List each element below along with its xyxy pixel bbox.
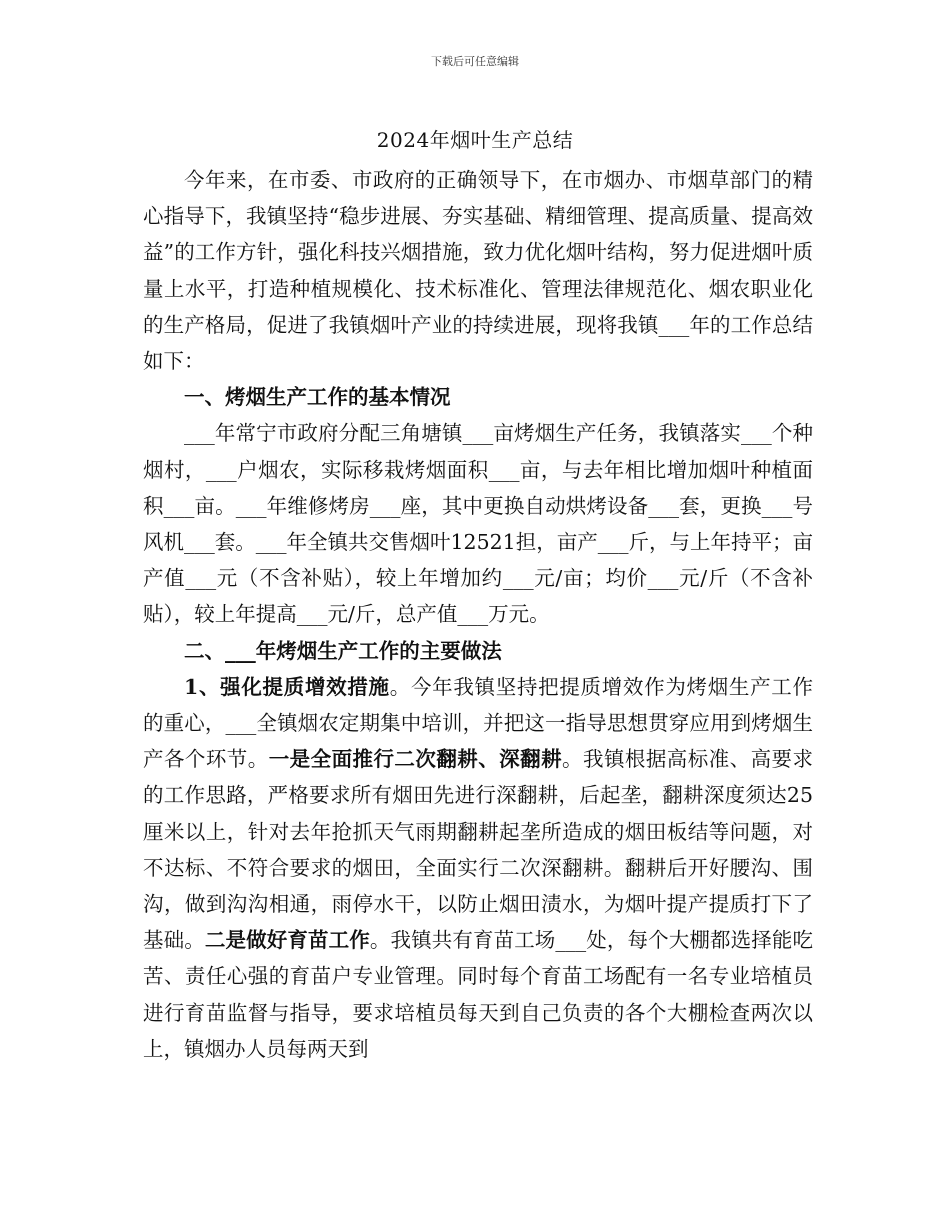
intro-paragraph: 今年来，在市委、市政府的正确领导下，在市烟办、市烟草部门的精心指导下，我镇坚持“稳步进展、夯实基础、精细管理、提高质量、提高效益”的工作方针，强化科技兴烟措施，致力优化烟叶结构，努力促进烟叶质量上水平，打造种植规模化、技术标准化、管理法律规范化、烟农职业化的生产格局，促进了我镇烟叶产业的持续进展，现将我镇___年的工作总结如下： bbox=[143, 168, 813, 374]
item-1-label: 1、强化提质增效措施 bbox=[184, 674, 390, 699]
point-1-text: 。我镇根据高标准、高要求的工作思路，严格要求所有烟田先进行深翻耕，后起垄，翻耕深度须达25厘米以上，针对去年抢抓天气雨期翻耕起垄所造成的烟田板结等问题，对不达标、不符合要求的烟田，全面实行二次深翻耕。翻耕后开好腰沟、围沟，做到沟沟相通，雨停水干，以防止烟田渍水，为烟叶提产提质打下了基础。 bbox=[143, 747, 814, 953]
document-body bbox=[143, 162, 813, 1067]
point-2-label: 二是做好育苗工作 bbox=[204, 928, 370, 953]
section-2-heading: 二、___年烤烟生产工作的主要做法 bbox=[184, 638, 502, 663]
item-1-text: 。今年我镇坚持把提质增效作为烤烟生产工作的重心，___全镇烟农定期集中培训，并把这一指导思想贯穿应用到烤烟生产各个环节。 bbox=[143, 674, 814, 772]
section-2-paragraph bbox=[143, 669, 813, 1067]
section-1-heading: 一、烤烟生产工作的基本情况 bbox=[184, 385, 451, 410]
document-title: 2024年烟叶生产总结 bbox=[376, 128, 574, 152]
point-2-text: 。我镇共有育苗工场___处，每个大棚都选择能吃苦、责任心强的育苗户专业管理。同时每个育苗工场配有一名专业培植员进行育苗监督与指导，要求培植员每天到自己负责的各个大棚检查两次以上，镇烟办人员每两天到 bbox=[143, 928, 814, 1061]
section-1-paragraph: ___年常宁市政府分配三角塘镇___亩烤烟生产任务，我镇落实___个种烟村，___户烟农，实际移栽烤烟面积___亩，与去年相比增加烟叶种植面积___亩。___年维修烤房___座，其中更换自动烘烤设备___套，更换___号风机___套。___年全镇共交售烟叶12521担，亩产___斤，与上年持平；亩产值___元（不含补贴），较上年增加约___元/亩；均价___元/斤（不含补贴），较上年提高___元/斤，总产值___万元。 bbox=[143, 421, 813, 627]
page-header-note: 下载后可任意编辑 bbox=[431, 55, 519, 68]
point-1-label: 一是全面推行二次翻耕、深翻耕 bbox=[268, 747, 563, 772]
